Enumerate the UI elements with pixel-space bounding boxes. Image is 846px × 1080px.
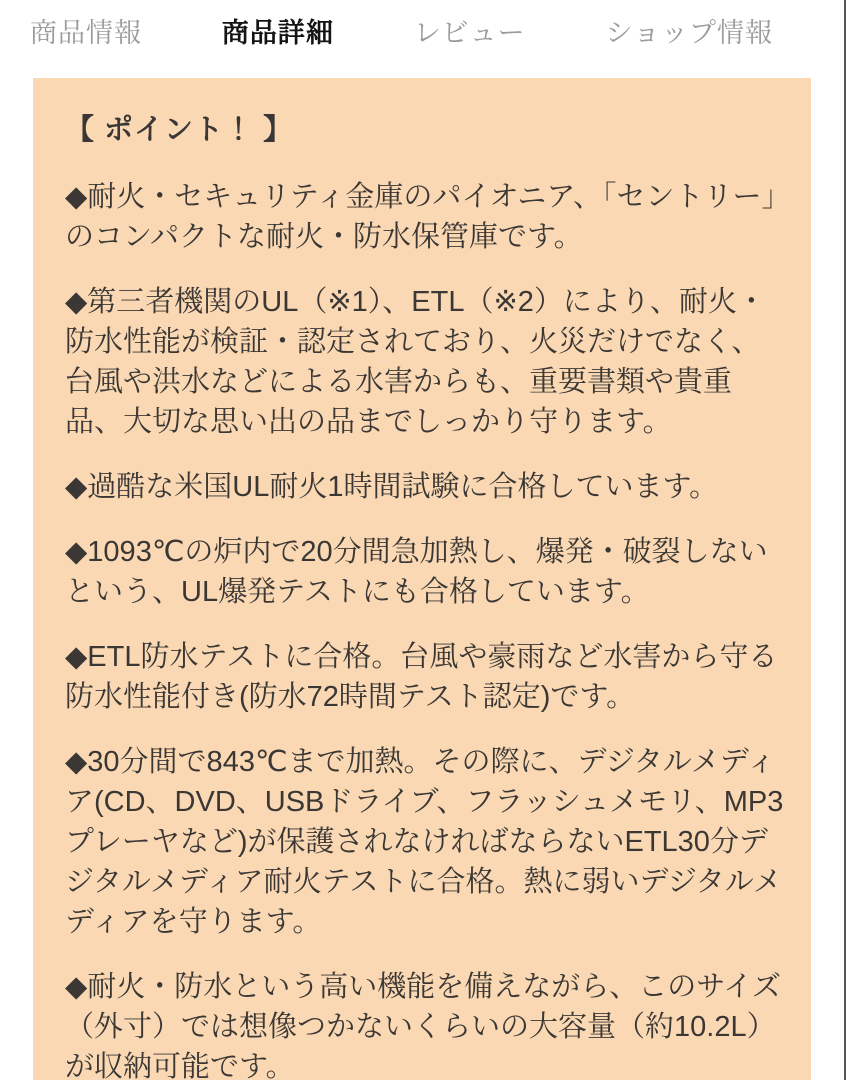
points-heading: 【 ポイント！ 】 (65, 114, 294, 146)
tab-reviews[interactable]: レビュー (413, 17, 526, 48)
product-detail-panel (33, 78, 811, 1080)
point-paragraph: ◆耐火・セキュリティ金庫のパイオニア、「セントリー」のコンパクトな耐火・防水保管庫です。 (65, 181, 777, 253)
point-paragraph: ◆1093℃の炉内で20分間急加熱し、爆発・破裂しないという、UL爆発テストにも合格しています。 (65, 536, 768, 608)
point-paragraph: ◆30分間で843℃まで加熱。その際に、デジタルメディア(CD、DVD、USBドライブ、フラッシュメモリ、MP3プレーヤなど)が保護されなければならないETL30分デジタルメディア耐火テストに合格。熱に弱いデジタルメディアを守ります。 (65, 746, 784, 938)
point-paragraph: ◆過酷な米国UL耐火1時間試験に合格しています。 (65, 471, 719, 503)
point-paragraph: ◆第三者機関のUL（※1）、ETL（※2）により、耐火・防水性能が検証・認定されており、火災だけでなく、台風や洪水などによる水害からも、重要書類や貴重品、大切な思い出の品までしっかり守ります。 (65, 286, 766, 438)
point-paragraph: ◆ETL防水テストに合格。台風や豪雨など水害から守る防水性能付き(防水72時間テスト認定)です。 (65, 641, 778, 713)
tab-product-detail[interactable]: 商品詳細 (221, 17, 334, 48)
tab-product-info[interactable]: 商品情報 (30, 17, 142, 48)
tab-shop-info[interactable]: ショップ情報 (605, 17, 773, 48)
product-tab-bar (0, 0, 846, 60)
point-paragraph: ◆耐火・防水という高い機能を備えながら、このサイズ（外寸）では想像つかないくらいの大容量（約10.2L）が収納可能です。 (65, 971, 781, 1080)
